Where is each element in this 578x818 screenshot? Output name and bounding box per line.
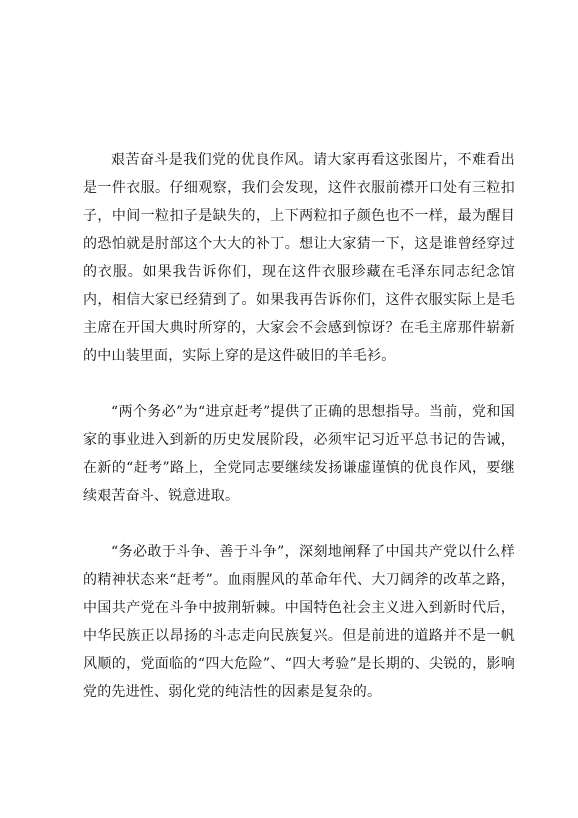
paragraph-hard-work: 艰苦奋斗是我们党的优良作风。请大家再看这张图片，不难看出是一件衣服。仔细观察，我们会发现，这件衣服前襟开口处有三粒扣子，中间一粒扣子是缺失的，上下两粒扣子颜色也不一样，最为醒目的恐怕就是肘部这个大大的补丁。想让大家猜一下，这是谁曾经穿过的衣服。如果我告诉你们，现在这件衣服珍藏在毛泽东同志纪念馆内，相信大家已经猜到了。如果我再告诉你们，这件衣服实际上是毛主席在开国大典时所穿的，大家会不会感到惊讶？在毛主席那件崭新的中山装里面，实际上穿的是这件破旧的羊毛衫。 <box>83 152 515 364</box>
paragraph-struggle: “务必敢于斗争、善于斗争”，深刻地阐释了中国共产党以什么样的精神状态来“赶考”。血雨腥风的革命年代、大刀阔斧的改革之路，中国共产党在斗争中披荆斩棘。中国特色社会主义进入到新时代后，中华民族正以昂扬的斗志走向民族复兴。但是前进的道路并不是一帆风顺的，党面临的“四大危险”、“四大考验”是长期的、尖锐的，影响党的先进性、弱化党的纯洁性的因素是复杂的。 <box>83 544 515 700</box>
paragraph-two-musts: “两个务必”为“进京赶考”提供了正确的思想指导。当前，党和国家的事业进入到新的历史发展阶段，必须牢记习近平总书记的告诫，在新的“赶考”路上，全党同志要继续发扬谦虚谨慎的优良作风，要继续艰苦奋斗、锐意进取。 <box>83 404 515 504</box>
document-body <box>83 146 515 706</box>
